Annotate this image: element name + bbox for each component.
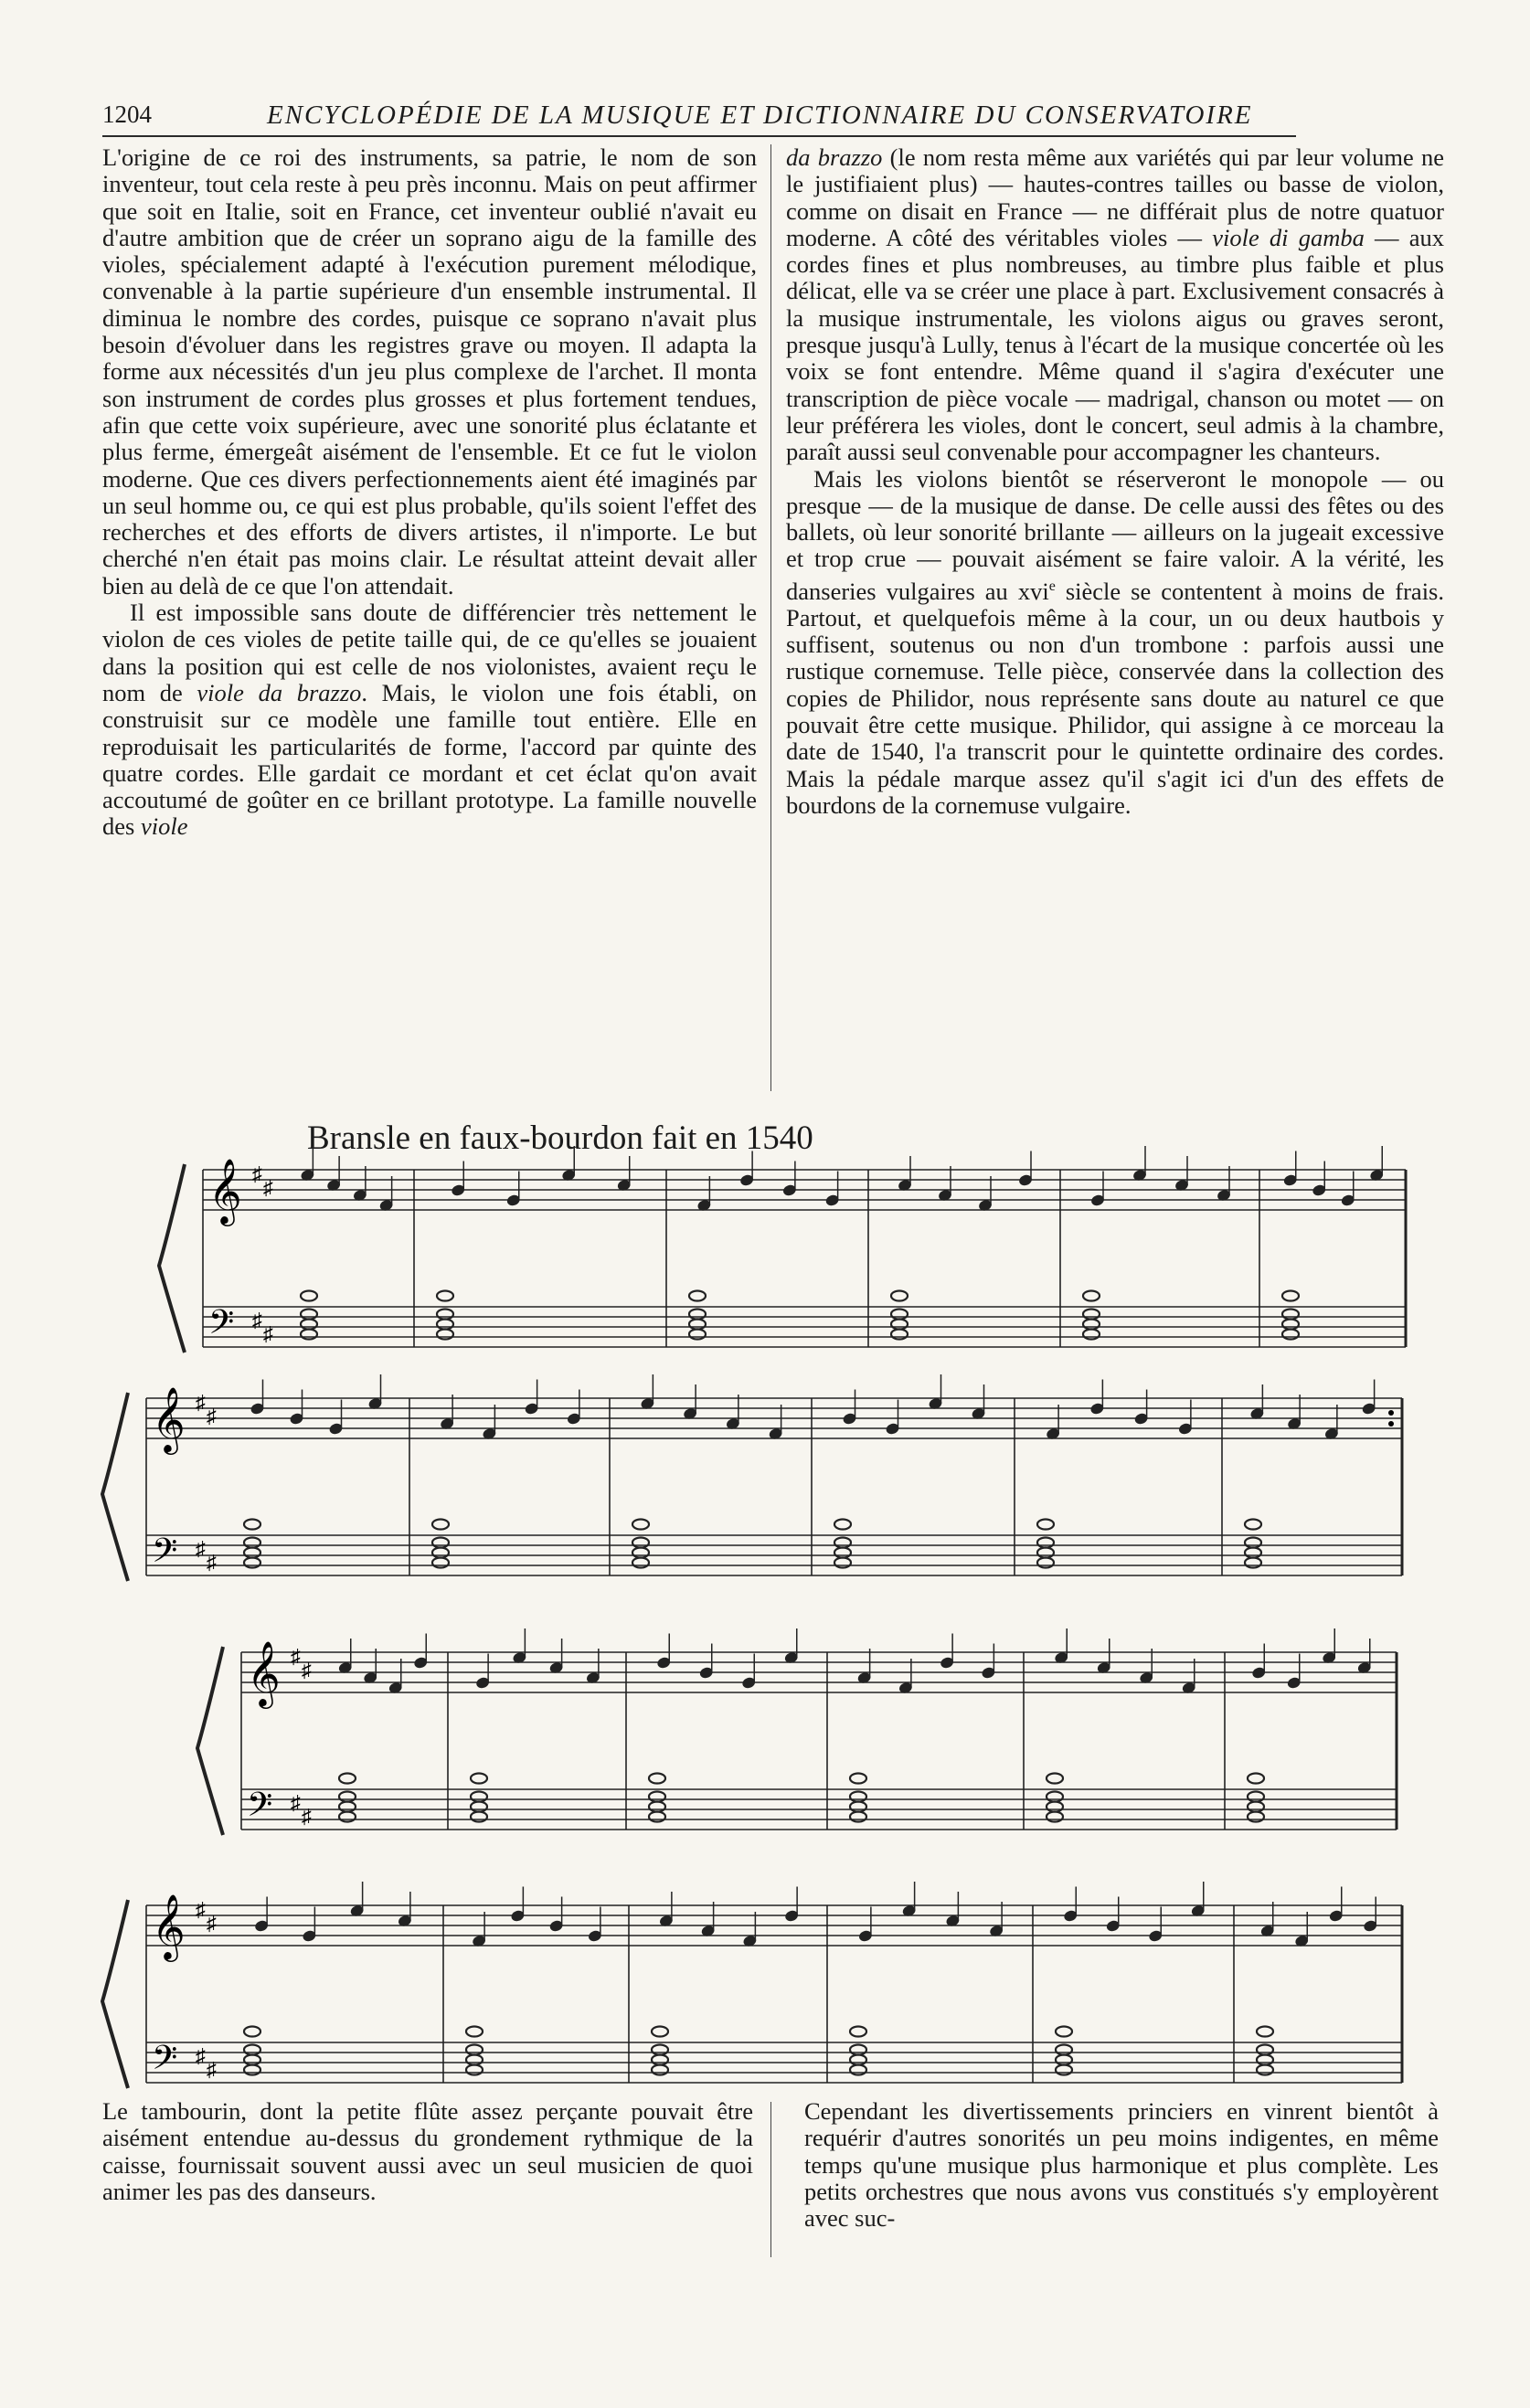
- chord-note: [1056, 2055, 1072, 2065]
- repeat-dot: [1388, 1421, 1394, 1427]
- chord-note: [437, 1291, 453, 1301]
- bottom-right-column: [804, 2098, 1439, 2232]
- chord-note: [834, 1558, 851, 1568]
- chord-note: [689, 1310, 706, 1320]
- italic-term: viole da brazzo: [197, 678, 362, 706]
- chord-note: [1257, 2027, 1273, 2037]
- sharp-sign: ♯: [252, 1309, 262, 1331]
- chord-note: [1037, 1548, 1054, 1558]
- chord-note: [466, 2065, 483, 2075]
- chord-note: [301, 1291, 317, 1301]
- chord-note: [850, 1812, 866, 1822]
- chord-note: [1248, 1792, 1264, 1802]
- column-divider: [770, 2102, 771, 2257]
- chord-note: [1257, 2065, 1273, 2075]
- chord-note: [1083, 1330, 1100, 1340]
- chord-note: [689, 1330, 706, 1340]
- chord-note: [471, 1792, 487, 1802]
- chord-note: [891, 1330, 908, 1340]
- text-run: . Mais, le violon une fois établi, on construisit sur ce modèle une famille tout entière. Elle en reproduisait les particularités de forme, l'accord par quinte des quatre cordes. Elle gardait ce mordant et cet éclat qu'on avait accoutumé de goûter en ce brillant prototype. La famille nouvelle des: [102, 678, 758, 841]
- chord-note: [1047, 1812, 1063, 1822]
- chord-note: [244, 2027, 260, 2037]
- chord-note: [850, 2027, 866, 2037]
- italic-term: viole: [140, 812, 188, 841]
- chord-note: [244, 2065, 260, 2075]
- page-number: 1204: [102, 101, 152, 128]
- chord-note: [850, 1802, 866, 1812]
- treble-clef: 𝄞: [152, 1385, 186, 1452]
- sharp-sign: ♯: [196, 1898, 206, 1921]
- chord-note: [1245, 1520, 1261, 1530]
- treble-clef: 𝄞: [247, 1639, 281, 1706]
- chord-note: [301, 1310, 317, 1320]
- text-run: — aux cordes fines et plus nombreuses, au timbre plus faible et plus délicat, elle va se créer une place à part. Exclusivement consacrés à la musique instrumentale, les violons aigus ou graves seront, presque jusqu'à Lully, tenus à l'écart de la musique concertée où les voix se font entendre. Même quand il s'agira d'exécuter une transcription de pièce vocale — madrigal, chanson ou motet — on leur préférera les violes, dont le concert, seul admis à la chambre, paraît aussi seul convenable pour accompagner les chanteurs.: [786, 223, 1445, 466]
- brace: [102, 1393, 128, 1581]
- chord-note: [891, 1291, 908, 1301]
- chord-note: [1282, 1310, 1299, 1320]
- paragraph: Cependant les divertissements princiers en vinrent bientôt à requérir d'autres sonorités un peu moins indigentes, en même temps qu'une musique plus harmonique et plus complète. Les petits orchestres que nous avons vus constitués s'y employèrent avec suc-: [804, 2097, 1439, 2233]
- chord-note: [1245, 1538, 1261, 1548]
- chord-note: [632, 1548, 649, 1558]
- chord-note: [339, 1802, 356, 1812]
- chord-note: [339, 1774, 356, 1784]
- chord-note: [244, 1520, 260, 1530]
- bass-clef: 𝄢: [152, 2039, 178, 2085]
- sharp-sign: ♯: [207, 1912, 217, 1935]
- chord-note: [652, 2065, 668, 2075]
- chord-note: [437, 1310, 453, 1320]
- italic-term: viole di gamba: [1212, 223, 1365, 251]
- chord-note: [1083, 1310, 1100, 1320]
- chord-note: [834, 1538, 851, 1548]
- chord-note: [834, 1520, 851, 1530]
- chord-note: [850, 2065, 866, 2075]
- chord-note: [1047, 1792, 1063, 1802]
- chord-note: [471, 1802, 487, 1812]
- sharp-sign: ♯: [207, 1405, 217, 1427]
- chord-note: [1282, 1291, 1299, 1301]
- chord-note: [437, 1320, 453, 1330]
- chord-note: [301, 1330, 317, 1340]
- bottom-left-column: [102, 2098, 753, 2205]
- superscript: e: [1048, 578, 1056, 594]
- chord-note: [652, 2027, 668, 2037]
- chord-note: [850, 1774, 866, 1784]
- chord-note: [466, 2027, 483, 2037]
- chord-note: [1245, 1558, 1261, 1568]
- chord-note: [471, 1812, 487, 1822]
- brace: [197, 1647, 223, 1835]
- chord-note: [1282, 1330, 1299, 1340]
- chord-note: [689, 1320, 706, 1330]
- sharp-sign: ♯: [196, 1391, 206, 1414]
- chord-note: [1056, 2045, 1072, 2055]
- chord-note: [244, 2045, 260, 2055]
- chord-note: [632, 1520, 649, 1530]
- sharp-sign: ♯: [207, 2058, 217, 2081]
- bass-clef: 𝄢: [208, 1303, 235, 1350]
- sharp-sign: ♯: [263, 1176, 273, 1199]
- chord-note: [652, 2055, 668, 2065]
- chord-note: [1282, 1320, 1299, 1330]
- chord-note: [466, 2055, 483, 2065]
- chord-note: [834, 1548, 851, 1558]
- chord-note: [649, 1774, 665, 1784]
- sharp-sign: ♯: [291, 1791, 301, 1814]
- sharp-sign: ♯: [302, 1659, 312, 1681]
- chord-note: [1037, 1558, 1054, 1568]
- text-run: (le nom resta même aux variétés qui par leur volume ne le justifiaient plus) — hautes-contres tailles ou basse de violon, comme on disait en France — ne différait plus de notre quatuor moderne. A côté des véritables violes —: [786, 143, 1444, 251]
- chord-note: [632, 1538, 649, 1548]
- chord-note: [244, 2055, 260, 2065]
- chord-note: [432, 1548, 449, 1558]
- repeat-dot: [1388, 1410, 1394, 1416]
- chord-note: [1248, 1802, 1264, 1812]
- text-run: Mais les violons bientôt se réserveront le monopole — ou presque — de la musique de danse. De celle aussi des fêtes ou des ballets, où leur sonorité brillante — ailleurs on la jugeait excessive et trop crue — pouvait aisément se faire valoir. A la vérité, les danseries vulgaires au xvi: [786, 464, 1444, 605]
- chord-note: [244, 1538, 260, 1548]
- chord-note: [850, 2055, 866, 2065]
- chord-note: [244, 1558, 260, 1568]
- chord-note: [632, 1558, 649, 1568]
- chord-note: [1245, 1548, 1261, 1558]
- chord-note: [301, 1320, 317, 1330]
- sharp-sign: ♯: [291, 1645, 301, 1668]
- chord-note: [339, 1812, 356, 1822]
- paragraph: Le tambourin, dont la petite flûte assez perçante pouvait être aisément entendue au-dessus du grondement rythmique de la caisse, fournissait souvent aussi avec un seul musicien de quoi animer les pas des danseurs.: [102, 2097, 753, 2205]
- paragraph: L'origine de ce roi des instruments, sa patrie, le nom de son inventeur, tout cela reste à peu près inconnu. Mais on peut affirmer que soit en Italie, soit en France, cet inventeur oublié n'avait eu d'autre ambition que de créer un soprano aigu de la famille des violes, spécialement adapté à l'exécution purement mélodique, convenable à la partie supérieure d'un ensemble instrumental. Il diminua le nombre des cordes, puisque ce soprano n'avait plus besoin d'évoluer dans les registres grave ou moyen. Il adapta la forme aux nécessités d'un jeu plus complexe de l'archet. Il monta son instrument de cordes plus grosses et plus fortement tendues, afin que cette voix supérieure, avec une sonorité plus éclatante et plus ferme, émergeât aisément de l'ensemble. Et ce fut le violon moderne. Que ces divers perfectionnements aient été imaginés par un seul homme ou, ce qui est plus probable, qu'ils soient l'effet des recherches et des efforts de divers artistes, il n'importe. Le but cherché n'en était pas moins clair. Le résultat atteint devait aller bien au delà de ce que l'on attendait.: [102, 143, 757, 599]
- sharp-sign: ♯: [302, 1805, 312, 1828]
- chord-note: [652, 2045, 668, 2055]
- text-run: siècle se contentent à moins de frais. Partout, et quelquefois même à la cour, un ou deux hautbois y suffisent, soutenus ou non d'un trombone : parfois aussi une rustique cornemuse. Telle pièce, conservée dans la collection des copies de Philidor, nous représente sans doute au naturel ce que pouvait être cette musique. Philidor, qui assigne à ce morceau la date de 1540, l'a transcrit pour le quintette ordinaire des cordes. Mais la pédale marque assez qu'il s'agit ici d'un des effets de bourdons de la cornemuse vulgaire.: [786, 577, 1444, 819]
- chord-note: [466, 2045, 483, 2055]
- chord-note: [850, 2045, 866, 2055]
- sharp-sign: ♯: [263, 1322, 273, 1345]
- brace: [159, 1164, 185, 1353]
- chord-note: [1257, 2055, 1273, 2065]
- running-title: ENCYCLOPÉDIE DE LA MUSIQUE ET DICTIONNAIRE DU CONSERVATOIRE: [267, 101, 1253, 130]
- chord-note: [1083, 1291, 1100, 1301]
- sharp-sign: ♯: [196, 1537, 206, 1560]
- chord-note: [1248, 1774, 1264, 1784]
- chord-note: [432, 1558, 449, 1568]
- brace: [102, 1900, 128, 2088]
- sharp-sign: ♯: [207, 1551, 217, 1574]
- treble-clef: 𝄞: [152, 1893, 186, 1959]
- sharp-sign: ♯: [252, 1162, 262, 1185]
- chord-note: [437, 1330, 453, 1340]
- chord-note: [339, 1792, 356, 1802]
- chord-note: [1257, 2045, 1273, 2055]
- chord-note: [649, 1812, 665, 1822]
- chord-note: [1083, 1320, 1100, 1330]
- chord-note: [1037, 1520, 1054, 1530]
- chord-note: [432, 1538, 449, 1548]
- chord-note: [1037, 1538, 1054, 1548]
- bass-clef: 𝄢: [247, 1786, 273, 1832]
- chord-note: [891, 1320, 908, 1330]
- chord-note: [649, 1802, 665, 1812]
- chord-note: [850, 1792, 866, 1802]
- chord-note: [244, 1548, 260, 1558]
- chord-note: [1248, 1812, 1264, 1822]
- chord-note: [689, 1291, 706, 1301]
- chord-note: [432, 1520, 449, 1530]
- chord-note: [649, 1792, 665, 1802]
- italic-term: da brazzo: [786, 143, 883, 171]
- chord-note: [1047, 1774, 1063, 1784]
- music-title: Bransle en faux-bourdon fait en 1540: [307, 1119, 813, 1157]
- chord-note: [471, 1774, 487, 1784]
- chord-note: [1047, 1802, 1063, 1812]
- text-run: Il est impossible sans doute de différencier très nettement le violon de ces violes de petite taille qui, de ce qu'elles se jouaient dans la position qui est celle de nos violonistes, avaient reçu le nom de: [102, 599, 757, 706]
- chord-note: [1056, 2027, 1072, 2037]
- chord-note: [1056, 2065, 1072, 2075]
- treble-clef: 𝄞: [208, 1157, 242, 1224]
- sharp-sign: ♯: [196, 2044, 206, 2067]
- bass-clef: 𝄢: [152, 1532, 178, 1578]
- chord-note: [891, 1310, 908, 1320]
